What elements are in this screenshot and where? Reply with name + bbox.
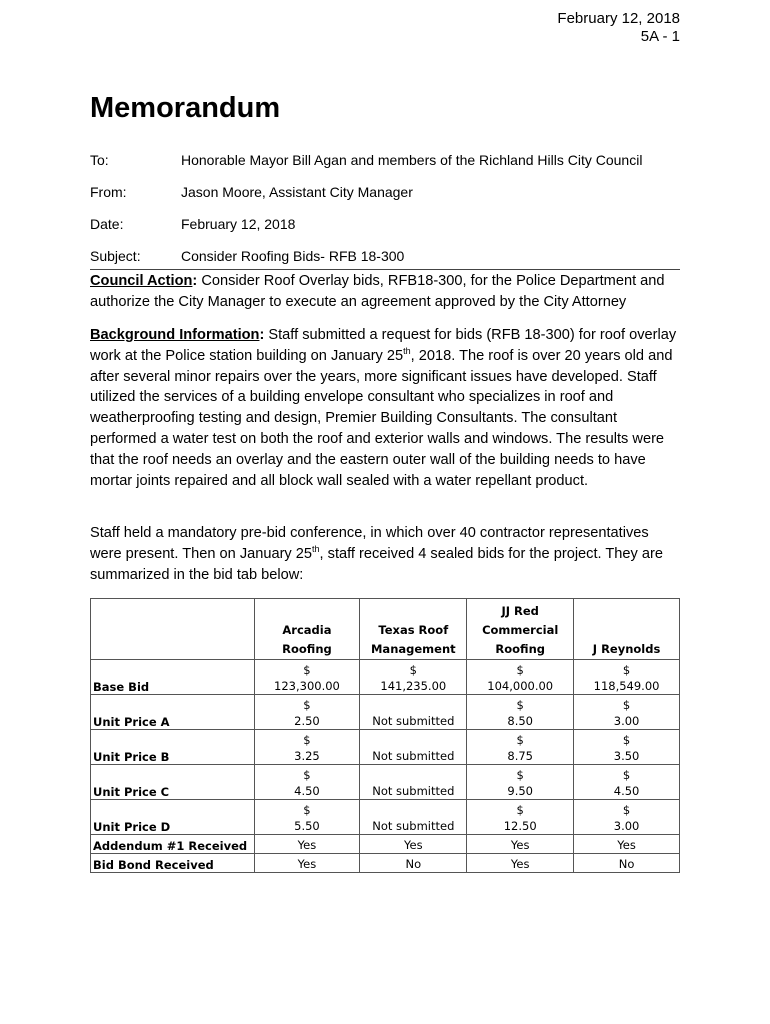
- bid-amount: 8.50: [507, 714, 533, 728]
- field-value: February 12, 2018: [181, 216, 296, 232]
- agenda-item-number: 5A - 1: [640, 28, 680, 45]
- table-row-addendum: [91, 835, 680, 854]
- council-action-paragraph: Council Action: Consider Roof Overlay bids, RFB18-300, for the Police Department and authorize the City Manager to execute an agreement approved by the City Attorney: [90, 273, 665, 310]
- dollar-sign: $: [303, 663, 311, 677]
- bid-amount: 12.50: [503, 819, 537, 833]
- bid-cell: [360, 765, 467, 800]
- field-value: Consider Roofing Bids- RFB 18-300: [181, 248, 405, 264]
- memo-title: Memorandum: [90, 92, 281, 124]
- dollar-sign: $: [303, 768, 311, 782]
- bid-amount: Not submitted: [372, 784, 455, 798]
- background-heading: Background Information: [90, 327, 260, 343]
- bid-cell: [360, 660, 467, 695]
- bid-table-header: [91, 599, 680, 660]
- row-label: Unit Price B: [91, 730, 255, 765]
- bid-cell: [574, 730, 680, 765]
- bid-cell: [254, 765, 360, 800]
- bid-cell: [254, 730, 360, 765]
- field-label: Date:: [90, 216, 124, 232]
- table-row-unit-price-d: [91, 800, 680, 835]
- bid-cell: Yes: [360, 835, 467, 854]
- bid-cell: [574, 660, 680, 695]
- bid-cell: No: [360, 854, 467, 873]
- row-label: Unit Price C: [91, 765, 255, 800]
- bid-cell: [254, 800, 360, 835]
- bid-amount: 4.50: [613, 784, 640, 798]
- bid-cell: [360, 695, 467, 730]
- header-line: Roofing: [282, 642, 332, 656]
- dollar-sign: $: [303, 803, 311, 817]
- header-line: Arcadia: [282, 623, 332, 637]
- dollar-sign: $: [516, 733, 524, 747]
- header-block: [557, 10, 680, 46]
- header-line: Commercial: [482, 623, 559, 637]
- prebid-text-2: , staff received 4 sealed bids for the project. They are summarized in the bid tab below:: [90, 545, 663, 583]
- bid-amount: 4.50: [294, 784, 320, 798]
- bid-cell: [574, 765, 680, 800]
- header-date: February 12, 2018: [557, 10, 680, 27]
- field-value: Jason Moore, Assistant City Manager: [181, 184, 413, 200]
- dollar-sign: $: [516, 698, 524, 712]
- dollar-sign: $: [622, 768, 631, 782]
- table-row-bid-bond: [91, 854, 680, 873]
- field-label: Subject:: [90, 248, 141, 264]
- table-row-base-bid: [91, 660, 680, 695]
- field-subject: [90, 240, 680, 272]
- bid-amount: 104,000.00: [487, 679, 554, 693]
- dollar-sign: $: [622, 698, 631, 712]
- bid-cell: Yes: [254, 835, 360, 854]
- dollar-sign: $: [622, 803, 631, 817]
- column-header-jj-red: [467, 599, 574, 660]
- dollar-sign: $: [516, 663, 524, 677]
- bid-cell: [254, 695, 360, 730]
- field-from: [90, 176, 680, 208]
- section-divider: [90, 269, 680, 270]
- bid-cell: [467, 660, 574, 695]
- field-label: To:: [90, 152, 109, 168]
- bid-amount: Not submitted: [372, 819, 455, 833]
- bid-amount: Not submitted: [372, 749, 455, 763]
- bid-cell: [467, 695, 574, 730]
- bid-cell: [574, 800, 680, 835]
- bid-amount: 123,300.00: [274, 679, 340, 693]
- field-to: [90, 144, 680, 176]
- bid-cell: [254, 660, 360, 695]
- bid-amount: 3.50: [613, 749, 640, 763]
- row-label: Unit Price A: [91, 695, 255, 730]
- bid-table: [90, 598, 680, 873]
- background-superscript: th: [403, 345, 411, 356]
- header-empty-cell: [91, 599, 255, 660]
- bid-amount: 2.50: [294, 714, 320, 728]
- dollar-sign: $: [409, 663, 417, 677]
- bid-amount: 141,235.00: [380, 679, 447, 693]
- header-line: Management: [370, 642, 456, 656]
- prebid-text-1: Staff held a mandatory pre-bid conference, in which over 40 contractor representatives were present. Then on January 25: [90, 525, 649, 562]
- column-header-texas-roof: [360, 599, 467, 660]
- bid-cell: [360, 800, 467, 835]
- row-label: Unit Price D: [91, 800, 255, 835]
- background-paragraph: Background Information: Staff submitted a request for bids (RFB 18-300) for roof overlay work at the Police station building on January 25th, 2018. The roof is over 20 years old and after several minor repairs over the years, more significant issues have developed. Staff utilized the services of a building envelope consultant who specializes in roof and weatherproofing testing and design, Premier Building Consultants. The consultant performed a water test on both the roof and exterior walls and windows. The results were that the roof needs an overlay and the eastern outer wall of the building needs to have mortar joints repaired and all block wall sealed with a water repellant product.: [90, 327, 677, 489]
- prebid-superscript: th: [312, 543, 320, 554]
- bid-cell: Yes: [467, 854, 574, 873]
- bid-cell: [467, 765, 574, 800]
- bid-amount: 5.50: [294, 819, 320, 833]
- field-label: From:: [90, 184, 127, 200]
- dollar-sign: $: [303, 733, 311, 747]
- memo-fields: [90, 144, 680, 272]
- header-line: Texas Roof: [378, 623, 449, 637]
- row-label: Bid Bond Received: [91, 854, 255, 873]
- bid-cell: [574, 695, 680, 730]
- header-line: JJ Red: [501, 604, 539, 618]
- bid-cell: [360, 730, 467, 765]
- background-text-1: Staff submitted a request for bids (RFB 18-300) for roof overlay work at the Police station building on January 25: [90, 327, 677, 364]
- table-row-unit-price-b: [91, 730, 680, 765]
- row-label: Base Bid: [91, 660, 255, 695]
- dollar-sign: $: [303, 698, 311, 712]
- bid-cell: No: [574, 854, 680, 873]
- column-header-j-reynolds: [574, 599, 680, 660]
- bid-amount: Not submitted: [372, 714, 455, 728]
- table-row-unit-price-c: [91, 765, 680, 800]
- header-line: Roofing: [495, 642, 545, 656]
- dollar-sign: $: [622, 663, 631, 677]
- row-label: Addendum #1 Received: [91, 835, 255, 854]
- header-line: J Reynolds: [592, 642, 661, 656]
- background-text-2: , 2018. The roof is over 20 years old and after several minor repairs over the years, more significant issues have developed. Staff utilized the services of a building envelope consultant who specializes in roof and weatherproofing testing and design, Premier Building Consultants. The consultant performed a water test on both the roof and exterior walls and windows. The results were that the roof needs an overlay and the eastern outer wall of the building needs to have mortar joints repaired and all block wall sealed with a water repellant product.: [90, 347, 673, 489]
- dollar-sign: $: [516, 803, 524, 817]
- bid-cell: Yes: [467, 835, 574, 854]
- bid-amount: 118,549.00: [593, 679, 660, 693]
- bid-amount: 3.25: [294, 749, 320, 763]
- bid-cell: Yes: [574, 835, 680, 854]
- dollar-sign: $: [516, 768, 524, 782]
- table-row-unit-price-a: [91, 695, 680, 730]
- bid-cell: Yes: [254, 854, 360, 873]
- field-date: [90, 208, 680, 240]
- council-action-text: Consider Roof Overlay bids, RFB18-300, for the Police Department and authorize the City Manager to execute an agreement approved by the City Attorney: [90, 273, 665, 310]
- prebid-paragraph: [90, 523, 682, 585]
- bid-amount: 3.00: [613, 819, 640, 833]
- field-value: Honorable Mayor Bill Agan and members of the Richland Hills City Council: [181, 152, 643, 168]
- council-action-heading: Council Action: [90, 273, 193, 289]
- bid-amount: 8.75: [507, 749, 533, 763]
- dollar-sign: $: [622, 733, 631, 747]
- column-header-arcadia: [254, 599, 360, 660]
- bid-amount: 3.00: [613, 714, 640, 728]
- bid-cell: [467, 730, 574, 765]
- bid-amount: 9.50: [507, 784, 533, 798]
- bid-cell: [467, 800, 574, 835]
